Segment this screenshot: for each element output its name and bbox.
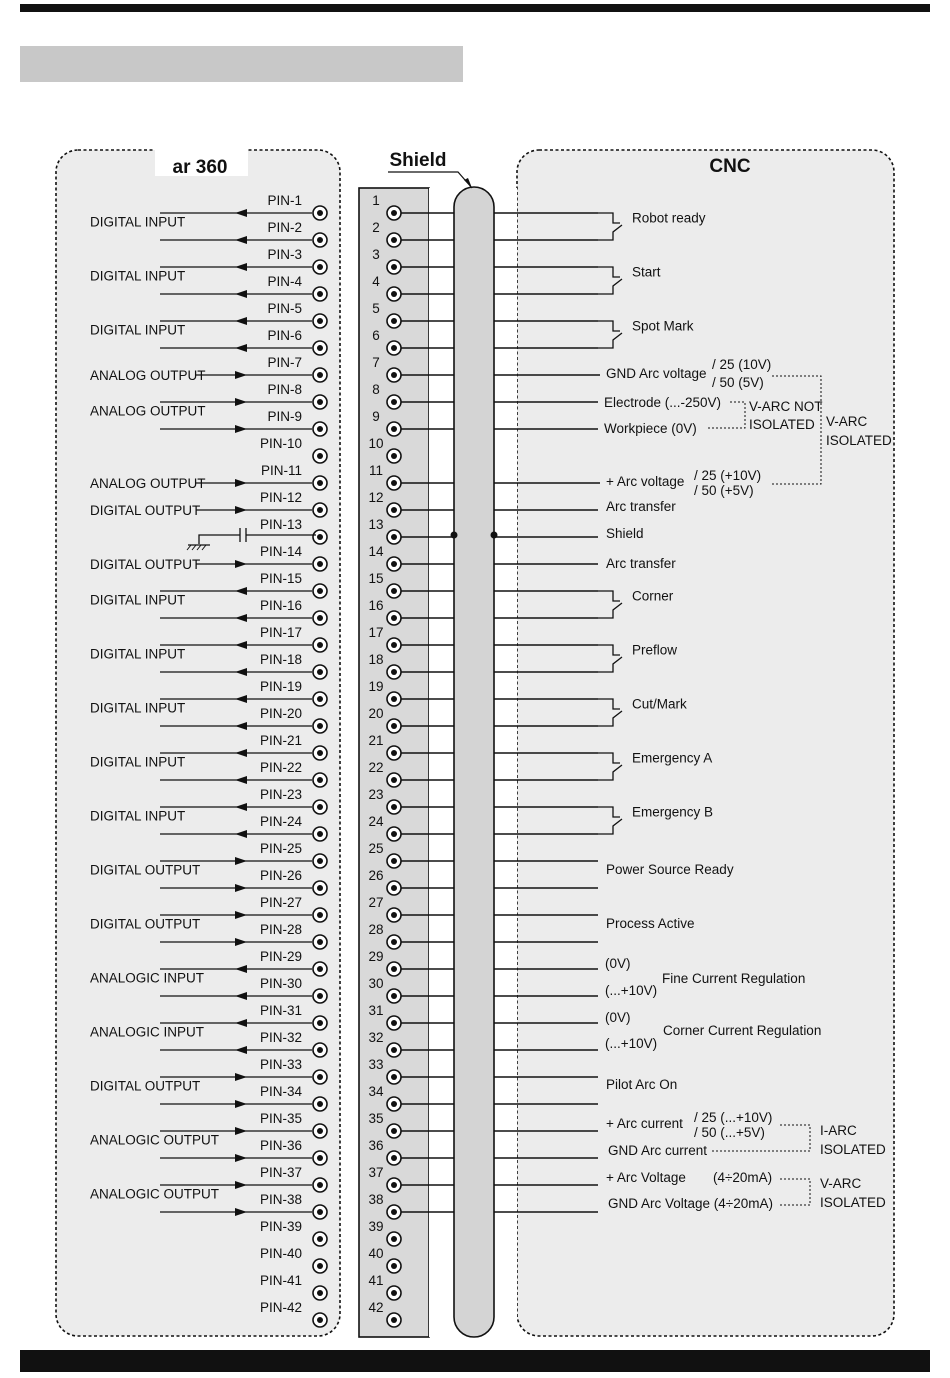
pin-number-13: 13 (368, 517, 384, 532)
connector-pin-dot-23 (391, 804, 397, 810)
left-group-label-19: ANALOGIC OUTPUT (90, 1186, 220, 1202)
left-group-label-4: ANALOG OUTPUT (90, 403, 206, 419)
terminal-dot-8 (317, 399, 323, 405)
pin-number-4: 4 (372, 274, 380, 289)
terminal-dot-2 (317, 237, 323, 243)
p35-ratio-a: / 25 (...+10V) (694, 1110, 773, 1125)
shield-junction-left (451, 532, 458, 539)
psr-label: Power Source Ready (606, 862, 734, 877)
p12-label: Arc transfer (606, 499, 676, 514)
terminal-dot-27 (317, 912, 323, 918)
terminal-dot-4 (317, 291, 323, 297)
terminal-dot-28 (317, 939, 323, 945)
connector-pin-dot-12 (391, 507, 397, 513)
terminal-dot-18 (317, 669, 323, 675)
terminal-dot-29 (317, 966, 323, 972)
varc-iso-a: V-ARC (826, 414, 868, 429)
p7-ratio-b: / 50 (5V) (712, 375, 764, 390)
shield-tube (454, 187, 494, 1337)
terminal-dot-3 (317, 264, 323, 270)
pin-label-33: PIN-33 (259, 1057, 302, 1072)
pin-number-2: 2 (372, 220, 380, 235)
connector-pin-dot-33 (391, 1074, 397, 1080)
p30-label: (...+10V) (605, 983, 658, 998)
left-group-label-18: ANALOGIC OUTPUT (90, 1132, 220, 1148)
pin-label-36: PIN-36 (259, 1138, 302, 1153)
pin-label-17: PIN-17 (259, 625, 302, 640)
pin-number-42: 42 (368, 1300, 384, 1315)
connector-pin-dot-31 (391, 1020, 397, 1026)
terminal-dot-19 (317, 696, 323, 702)
p11-ratio-b: / 50 (+5V) (694, 483, 754, 498)
pin-label-13: PIN-13 (259, 517, 302, 532)
connector-pin-dot-16 (391, 615, 397, 621)
pin-number-28: 28 (368, 922, 384, 937)
left-panel-title: ar 360 (172, 157, 228, 178)
pin-number-30: 30 (368, 976, 384, 991)
p35-label: + Arc current (606, 1116, 683, 1131)
connector-pin-dot-14 (391, 561, 397, 567)
connector-pin-dot-39 (391, 1236, 397, 1242)
pin-number-3: 3 (372, 247, 380, 262)
terminal-dot-36 (317, 1155, 323, 1161)
pin-label-42: PIN-42 (259, 1300, 302, 1315)
pin-number-17: 17 (368, 625, 384, 640)
terminal-dot-14 (317, 561, 323, 567)
connector-pin-dot-13 (391, 534, 397, 540)
varc2-a: V-ARC (820, 1176, 862, 1191)
p13-label: Shield (606, 526, 644, 541)
connector-pin-dot-26 (391, 885, 397, 891)
pin-number-19: 19 (368, 679, 384, 694)
terminal-dot-5 (317, 318, 323, 324)
pin-number-5: 5 (372, 301, 380, 316)
shield-junction-right (491, 532, 498, 539)
pin-label-11: PIN-11 (260, 463, 302, 478)
p11-ratio-a: / 25 (+10V) (694, 468, 762, 483)
pin-label-29: PIN-29 (259, 949, 302, 964)
pin-label-30: PIN-30 (259, 976, 302, 991)
terminal-dot-26 (317, 885, 323, 891)
pin-number-22: 22 (368, 760, 384, 775)
terminal-dot-35 (317, 1128, 323, 1134)
pin-label-14: PIN-14 (259, 544, 302, 559)
p32-label: (...+10V) (605, 1036, 658, 1051)
p29-label: (0V) (605, 956, 631, 971)
connector-pin-dot-27 (391, 912, 397, 918)
pin-label-6: PIN-6 (267, 328, 302, 343)
shield-label: Shield (389, 150, 447, 171)
pin-number-34: 34 (368, 1084, 384, 1099)
connector-pin-dot-34 (391, 1101, 397, 1107)
p11-label: + Arc voltage (606, 474, 685, 489)
pin-number-41: 41 (368, 1273, 384, 1288)
corner-label: Corner Current Regulation (663, 1023, 822, 1038)
pin-label-34: PIN-34 (259, 1084, 302, 1099)
pin-number-32: 32 (368, 1030, 384, 1045)
pin-number-12: 12 (368, 490, 384, 505)
pin-label-15: PIN-15 (259, 571, 302, 586)
pin-number-35: 35 (368, 1111, 384, 1126)
p14-label: Arc transfer (606, 556, 676, 571)
pin-number-7: 7 (372, 355, 380, 370)
terminal-dot-23 (317, 804, 323, 810)
connector-pin-dot-21 (391, 750, 397, 756)
terminal-dot-6 (317, 345, 323, 351)
terminal-dot-11 (317, 480, 323, 486)
pin-number-25: 25 (368, 841, 384, 856)
connector-pin-dot-25 (391, 858, 397, 864)
terminal-dot-32 (317, 1047, 323, 1053)
connector-pin-dot-15 (391, 588, 397, 594)
left-group-label-16: ANALOGIC INPUT (90, 1024, 205, 1040)
pin-label-25: PIN-25 (259, 841, 302, 856)
pin-label-23: PIN-23 (259, 787, 302, 802)
terminal-dot-31 (317, 1020, 323, 1026)
terminal-dot-40 (317, 1263, 323, 1269)
pin-number-29: 29 (368, 949, 384, 964)
p35-ratio-b: / 50 (...+5V) (694, 1125, 765, 1140)
pin-label-1: PIN-1 (267, 193, 302, 208)
pin-label-39: PIN-39 (259, 1219, 302, 1234)
terminal-dot-7 (317, 372, 323, 378)
connector-pin-dot-41 (391, 1290, 397, 1296)
p9-label: Workpiece (0V) (604, 421, 697, 436)
connector-pin-dot-29 (391, 966, 397, 972)
pin-label-8: PIN-8 (267, 382, 302, 397)
pin-label-19: PIN-19 (259, 679, 302, 694)
terminal-dot-25 (317, 858, 323, 864)
pin-number-1: 1 (372, 193, 380, 208)
pin-number-38: 38 (368, 1192, 384, 1207)
pin-label-12: PIN-12 (259, 490, 302, 505)
pin-number-23: 23 (368, 787, 384, 802)
varc-not-a: V-ARC NOT (749, 399, 823, 414)
left-group-label-0: DIGITAL INPUT (90, 214, 186, 230)
switch-label-5: Cut/Mark (632, 696, 687, 712)
p31-label: (0V) (605, 1010, 631, 1025)
terminal-dot-38 (317, 1209, 323, 1215)
pin-label-5: PIN-5 (267, 301, 302, 316)
left-group-label-3: ANALOG OUTPUT (90, 368, 206, 383)
terminal-dot-42 (317, 1317, 323, 1323)
connector-pin-dot-7 (391, 372, 397, 378)
pin-number-40: 40 (368, 1246, 384, 1261)
varc-not-b: ISOLATED (749, 417, 815, 432)
iarc-a: I-ARC (820, 1123, 857, 1138)
left-group-label-12: DIGITAL INPUT (90, 808, 186, 824)
p37-value: (4÷20mA) (713, 1170, 773, 1185)
terminal-dot-12 (317, 507, 323, 513)
switch-label-0: Robot ready (632, 210, 706, 226)
pin-label-18: PIN-18 (259, 652, 302, 667)
pin-label-21: PIN-21 (259, 733, 302, 748)
pin-number-27: 27 (368, 895, 384, 910)
connector-pin-dot-40 (391, 1263, 397, 1269)
pin-number-10: 10 (368, 436, 384, 451)
varc-iso-b: ISOLATED (826, 433, 892, 448)
shield-leader (388, 172, 472, 188)
bottom-rule (20, 1350, 930, 1372)
pin-label-7: PIN-7 (267, 355, 302, 370)
pilot-label: Pilot Arc On (606, 1077, 678, 1092)
pin-label-16: PIN-16 (259, 598, 302, 613)
switch-label-3: Corner (632, 588, 674, 604)
pin-number-20: 20 (368, 706, 384, 721)
p37-label: + Arc Voltage (606, 1170, 686, 1185)
pin-label-27: PIN-27 (259, 895, 302, 910)
pin-number-24: 24 (368, 814, 384, 829)
connector-pin-dot-36 (391, 1155, 397, 1161)
pin-label-3: PIN-3 (267, 247, 302, 262)
pin-number-37: 37 (368, 1165, 384, 1180)
pin-label-38: PIN-38 (259, 1192, 302, 1207)
switch-label-1: Start (632, 264, 661, 280)
terminal-dot-1 (317, 210, 323, 216)
pin-label-22: PIN-22 (259, 760, 302, 775)
terminal-dot-21 (317, 750, 323, 756)
pin-label-10: PIN-10 (259, 436, 302, 451)
pin-label-2: PIN-2 (267, 220, 302, 235)
left-group-label-8: DIGITAL INPUT (90, 592, 186, 608)
connector-pin-dot-10 (391, 453, 397, 459)
connector-pin-dot-35 (391, 1128, 397, 1134)
pin-label-24: PIN-24 (259, 814, 302, 829)
pin-number-36: 36 (368, 1138, 384, 1153)
pin-number-11: 11 (368, 463, 384, 478)
iarc-b: ISOLATED (820, 1142, 886, 1157)
pin-label-40: PIN-40 (259, 1246, 302, 1261)
connector-pin-dot-2 (391, 237, 397, 243)
pin-number-26: 26 (368, 868, 384, 883)
pin-number-31: 31 (368, 1003, 384, 1018)
p36-label: GND Arc current (608, 1143, 708, 1158)
terminal-dot-20 (317, 723, 323, 729)
p7-label: GND Arc voltage (606, 366, 707, 381)
terminal-dot-15 (317, 588, 323, 594)
pin-number-33: 33 (368, 1057, 384, 1072)
pin-label-28: PIN-28 (259, 922, 302, 937)
connector-pin-dot-28 (391, 939, 397, 945)
pin-label-31: PIN-31 (259, 1003, 302, 1018)
fine-label: Fine Current Regulation (662, 971, 806, 986)
left-group-label-9: DIGITAL INPUT (90, 646, 186, 662)
pin-number-39: 39 (368, 1219, 384, 1234)
terminal-dot-17 (317, 642, 323, 648)
pin-number-14: 14 (368, 544, 384, 559)
terminal-dot-24 (317, 831, 323, 837)
left-group-label-7: DIGITAL OUTPUT (90, 557, 201, 572)
connector-pin-dot-32 (391, 1047, 397, 1053)
pin-number-6: 6 (372, 328, 380, 343)
pin-label-41: PIN-41 (259, 1273, 302, 1288)
switch-label-6: Emergency A (632, 750, 713, 766)
left-group-label-17: DIGITAL OUTPUT (90, 1078, 201, 1094)
connector-pin-dot-8 (391, 399, 397, 405)
terminal-dot-37 (317, 1182, 323, 1188)
left-group-label-11: DIGITAL INPUT (90, 754, 186, 770)
connector-pin-dot-18 (391, 669, 397, 675)
connector-pin-dot-20 (391, 723, 397, 729)
connector-pin-dot-4 (391, 291, 397, 297)
pin-label-37: PIN-37 (259, 1165, 302, 1180)
connector-pin-dot-42 (391, 1317, 397, 1323)
p38-label: GND Arc Voltage (4÷20mA) (608, 1196, 773, 1211)
left-group-label-1: DIGITAL INPUT (90, 268, 186, 284)
p8-label: Electrode (...-250V) (604, 395, 722, 410)
pin-label-35: PIN-35 (259, 1111, 302, 1126)
switch-label-7: Emergency B (632, 804, 714, 820)
connector-pin-dot-9 (391, 426, 397, 432)
connector-pin-dot-30 (391, 993, 397, 999)
pin-number-9: 9 (372, 409, 380, 424)
pin-label-4: PIN-4 (267, 274, 302, 289)
pin-label-32: PIN-32 (259, 1030, 302, 1045)
terminal-dot-41 (317, 1290, 323, 1296)
connector-pin-dot-5 (391, 318, 397, 324)
connector-pin-dot-1 (391, 210, 397, 216)
pin-label-20: PIN-20 (259, 706, 302, 721)
pin-number-8: 8 (372, 382, 380, 397)
switch-label-4: Preflow (632, 642, 678, 658)
pin-label-9: PIN-9 (267, 409, 302, 424)
connector-pin-dot-6 (391, 345, 397, 351)
terminal-dot-9 (317, 426, 323, 432)
left-group-label-6: DIGITAL OUTPUT (90, 503, 201, 518)
varc2-b: ISOLATED (820, 1195, 886, 1210)
terminal-dot-30 (317, 993, 323, 999)
pin-number-15: 15 (368, 571, 384, 586)
cnc-panel-title: CNC (709, 156, 751, 177)
connector-pin-dot-11 (391, 480, 397, 486)
connector-pin-dot-37 (391, 1182, 397, 1188)
terminal-dot-33 (317, 1074, 323, 1080)
pin-number-16: 16 (368, 598, 384, 613)
left-group-label-10: DIGITAL INPUT (90, 700, 186, 716)
terminal-dot-39 (317, 1236, 323, 1242)
left-group-label-5: ANALOG OUTPUT (90, 476, 206, 491)
pin-number-18: 18 (368, 652, 384, 667)
terminal-dot-34 (317, 1101, 323, 1107)
connector-pin-dot-22 (391, 777, 397, 783)
connector-pin-dot-24 (391, 831, 397, 837)
terminal-dot-16 (317, 615, 323, 621)
p7-ratio-a: / 25 (10V) (712, 357, 772, 372)
terminal-dot-10 (317, 453, 323, 459)
switch-label-2: Spot Mark (632, 318, 694, 334)
connector-pin-dot-3 (391, 264, 397, 270)
left-group-label-15: ANALOGIC INPUT (90, 970, 205, 986)
left-group-label-2: DIGITAL INPUT (90, 322, 186, 338)
connector-pin-dot-19 (391, 696, 397, 702)
terminal-dot-22 (317, 777, 323, 783)
left-group-label-14: DIGITAL OUTPUT (90, 916, 201, 932)
pin-label-26: PIN-26 (259, 868, 302, 883)
terminal-dot-13 (317, 534, 323, 540)
pa-label: Process Active (606, 916, 695, 931)
pin-number-21: 21 (368, 733, 384, 748)
connector-pin-dot-17 (391, 642, 397, 648)
connector-pin-dot-38 (391, 1209, 397, 1215)
left-group-label-13: DIGITAL OUTPUT (90, 862, 201, 878)
